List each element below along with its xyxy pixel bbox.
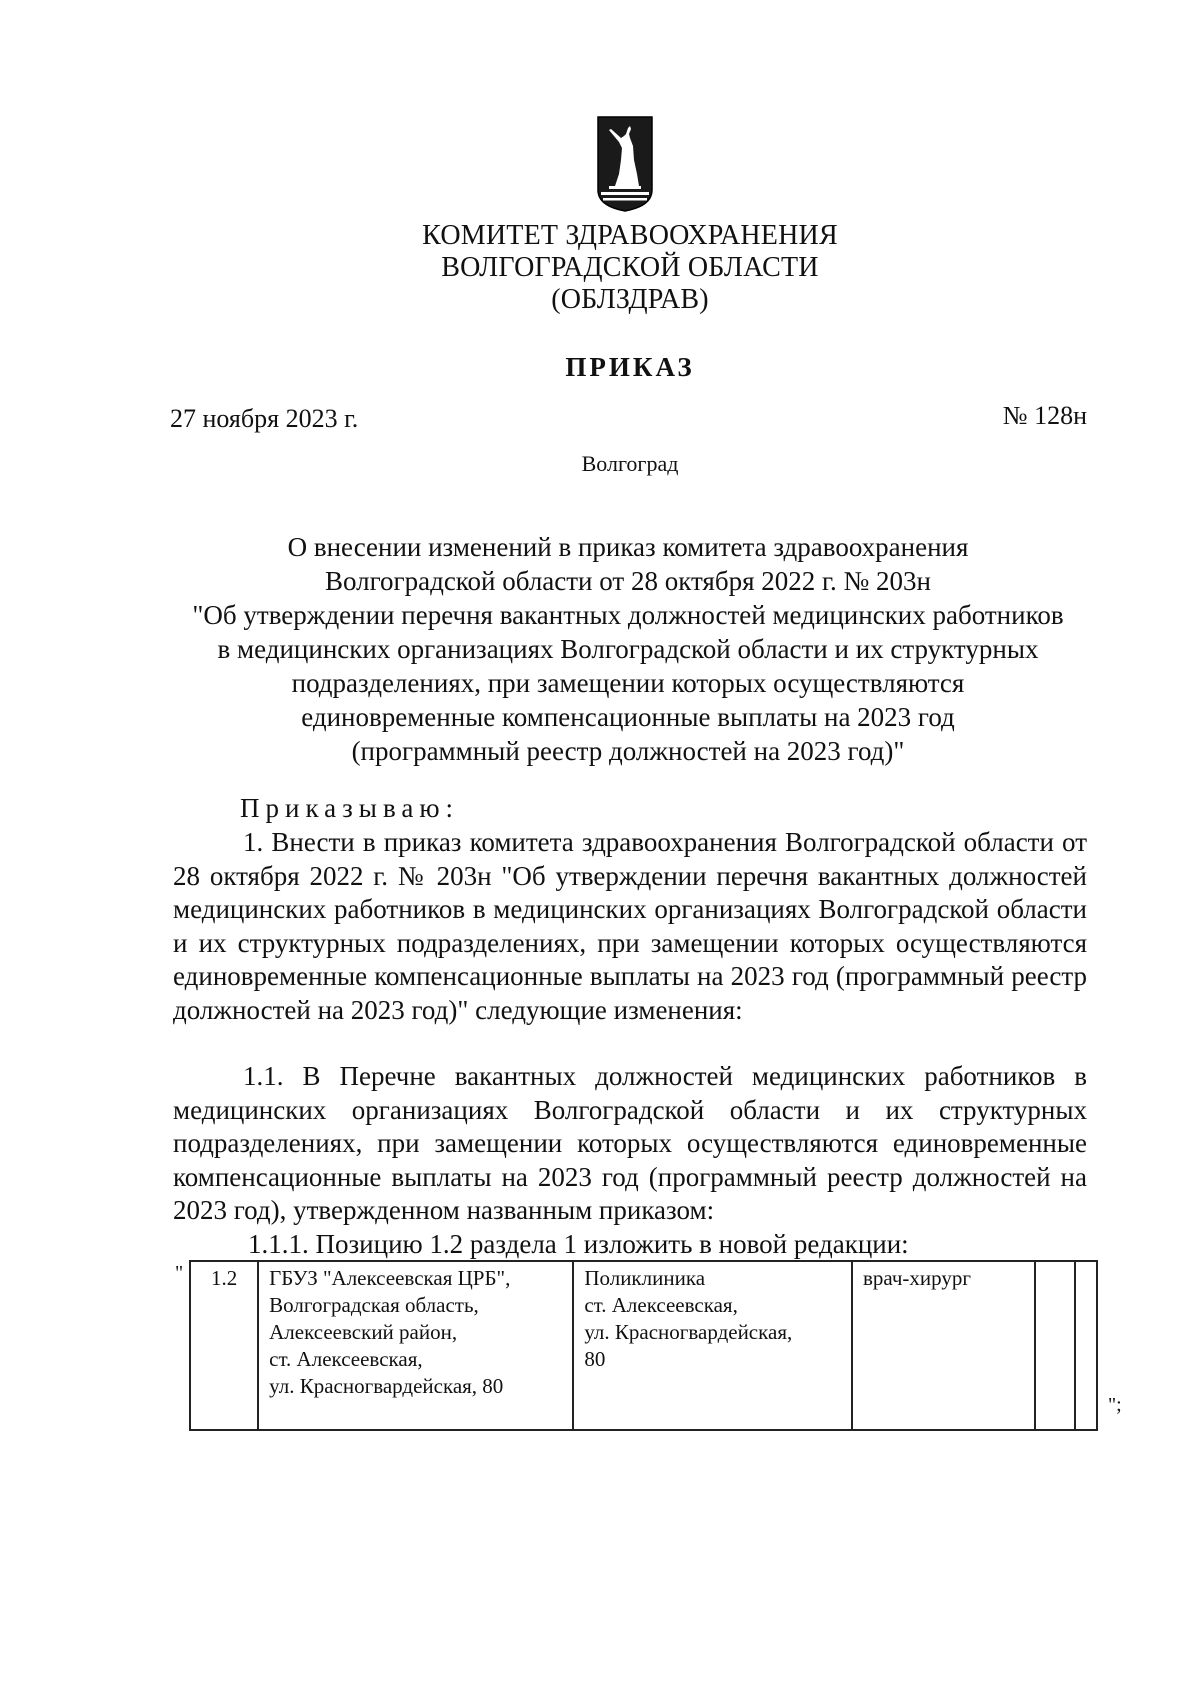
volgograd-coat-of-arms-icon bbox=[597, 116, 653, 212]
subject-line: "Об утверждении перечня вакантных должностей медицинских работников bbox=[192, 600, 1064, 630]
cell-empty bbox=[1075, 1261, 1097, 1430]
cell-line: ГБУЗ "Алексеевская ЦРБ", bbox=[269, 1266, 511, 1290]
table-quote-close: "; bbox=[1108, 1394, 1122, 1416]
cell-line: ст. Алексеевская, bbox=[584, 1293, 738, 1317]
document-number: № 128н bbox=[1002, 401, 1087, 430]
document-date: 27 ноября 2023 г. bbox=[170, 404, 359, 433]
cell-empty bbox=[1035, 1261, 1075, 1430]
paragraph-1-1-1: 1.1.1. Позицию 1.2 раздела 1 изложить в новой редакции: bbox=[248, 1229, 909, 1259]
cell-line: ул. Красногвардейская, 80 bbox=[269, 1374, 504, 1398]
document-type: ПРИКАЗ bbox=[565, 352, 695, 382]
subject-line: единовременные компенсационные выплаты на 2023 год bbox=[301, 702, 955, 732]
cell-structural-unit bbox=[573, 1261, 852, 1430]
table-row bbox=[190, 1261, 1097, 1430]
organization-name bbox=[300, 220, 960, 316]
cell-position-number: 1.2 bbox=[190, 1261, 258, 1430]
document-city: Волгоград bbox=[581, 451, 679, 476]
subject-line: (программный реестр должностей на 2023 год)" bbox=[351, 736, 905, 766]
positions-table bbox=[189, 1260, 1098, 1431]
cell-line: Волгоградская область, bbox=[269, 1293, 479, 1317]
document-subject bbox=[168, 530, 1088, 768]
subject-line: Волгоградской области от 28 октября 2022 г. № 203н bbox=[325, 566, 931, 596]
subject-line: подразделениях, при замещении которых осуществляются bbox=[291, 668, 965, 698]
cell-line: ст. Алексеевская, bbox=[269, 1347, 423, 1371]
organization-line-2: ВОЛГОГРАДСКОЙ ОБЛАСТИ bbox=[441, 252, 819, 283]
decree-heading: Приказываю: bbox=[240, 793, 459, 823]
cell-line: ул. Красногвардейская, bbox=[584, 1320, 793, 1344]
cell-organization bbox=[258, 1261, 573, 1430]
table-quote-open: " bbox=[175, 1262, 184, 1284]
cell-line: Алексеевский район, bbox=[269, 1320, 458, 1344]
organization-line-1: КОМИТЕТ ЗДРАВООХРАНЕНИЯ bbox=[422, 220, 838, 251]
subject-line: в медицинских организациях Волгоградской области и их структурных bbox=[217, 634, 1039, 664]
cell-line: Поликлиника bbox=[584, 1266, 706, 1290]
cell-line: 80 bbox=[584, 1347, 606, 1371]
paragraph-1-1: 1.1. В Перечне вакантных должностей медицинских работников в медицинских организациях Волгоградской области и их структурных подразделениях, при замещении которых осуществляются единовременные компенсационные выплаты на 2023 год (программный реестр должностей на 2023 год), утвержденном названным приказом: bbox=[173, 1061, 1087, 1225]
organization-line-3: (ОБЛЗДРАВ) bbox=[551, 284, 709, 315]
coat-of-arms-emblem bbox=[597, 116, 653, 212]
subject-line: О внесении изменений в приказ комитета здравоохранения bbox=[287, 532, 969, 562]
paragraph-1: 1. Внести в приказ комитета здравоохранения Волгоградской области от 28 октября 2022 г. № 203н "Об утверждении перечня вакантных должностей медицинских работников в медицинских организациях Волгоградской области и их структурных подразделениях, при замещении которых осуществляются единовременные компенсационные выплаты на 2023 год (программный реестр должностей на 2023 год)" следующие изменения: bbox=[173, 827, 1087, 1025]
cell-position: врач-хирург bbox=[852, 1261, 1035, 1430]
